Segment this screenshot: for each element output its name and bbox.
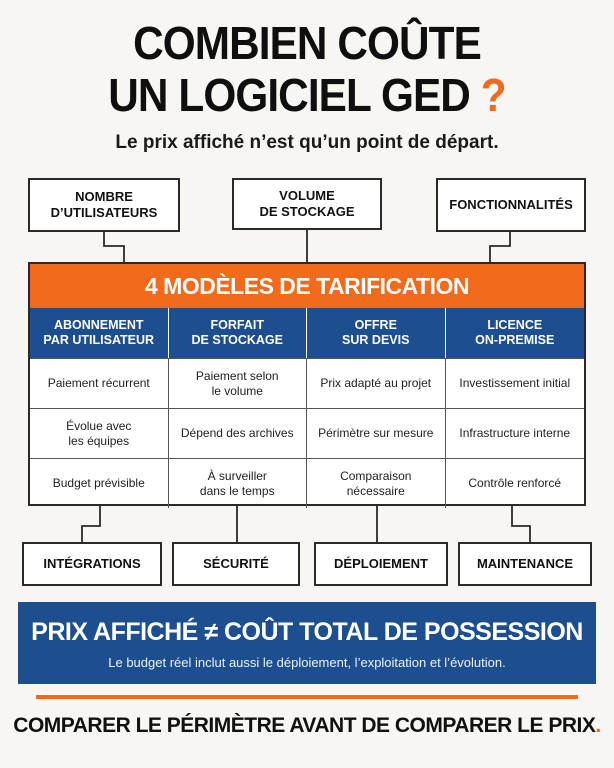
- pricing-header: 4 MODÈLES DE TARIFICATION: [30, 264, 584, 308]
- pricing-models-table: [28, 262, 586, 506]
- factor-box-integrations: [22, 542, 162, 586]
- connector-integrations: [82, 506, 100, 542]
- factor-box-storage: [232, 178, 382, 230]
- question-mark: ?: [480, 69, 506, 121]
- factor-label-users: NOMBRE D’UTILISATEURS: [50, 189, 158, 220]
- connector-users: [104, 232, 124, 262]
- model-head-storage-plan: FORFAIT DE STOCKAGE: [169, 308, 308, 358]
- factor-label-deployment: DÉPLOIEMENT: [334, 556, 428, 571]
- models-grid: [30, 308, 584, 508]
- factor-box-features: [436, 178, 586, 232]
- banner-subtitle: Le budget réel inclut aussi le déploiement, l’exploitation et l’évolution.: [108, 655, 506, 670]
- footer-text: COMPARER LE PÉRIMÈTRE AVANT DE COMPARER LE PRIX: [13, 714, 596, 737]
- model-cell: Budget prévisible: [30, 458, 169, 508]
- model-cell: Dépend des archives: [169, 408, 308, 458]
- tco-banner: [18, 602, 596, 684]
- model-cell: Évolue avec les équipes: [30, 408, 169, 458]
- model-cell: Comparaison nécessaire: [307, 458, 446, 508]
- factor-label-security: SÉCURITÉ: [203, 556, 269, 571]
- model-cell: Paiement récurrent: [30, 358, 169, 408]
- model-cell: À surveiller dans le temps: [169, 458, 308, 508]
- model-head-license: LICENCE ON-PREMISE: [446, 308, 585, 358]
- factor-label-storage: VOLUME DE STOCKAGE: [259, 188, 355, 219]
- factor-box-maintenance: [458, 542, 592, 586]
- page-subtitle: Le prix affiché n’est qu’un point de départ.: [115, 132, 499, 153]
- factor-label-features: FONCTIONNALITÉS: [449, 197, 573, 212]
- factor-box-users: [28, 178, 180, 232]
- model-cell: Paiement selon le volume: [169, 358, 308, 408]
- model-cell: Prix adapté au projet: [307, 358, 446, 408]
- connector-maintenance: [512, 506, 530, 542]
- connector-features: [490, 232, 510, 262]
- model-cell: Infrastructure interne: [446, 408, 585, 458]
- footer-message: [0, 714, 614, 738]
- factor-box-security: [172, 542, 300, 586]
- model-cell: Investissement initial: [446, 358, 585, 408]
- page-title-line1: COMBIEN COÛTE: [133, 17, 481, 69]
- model-head-quote: OFFRE SUR DEVIS: [307, 308, 446, 358]
- factor-box-deployment: [314, 542, 448, 586]
- factor-label-maintenance: MAINTENANCE: [476, 556, 574, 571]
- model-cell: Contrôle renforcé: [446, 458, 585, 508]
- factor-label-integrations: INTÉGRATIONS: [43, 556, 141, 571]
- model-cell: Périmètre sur mesure: [307, 408, 446, 458]
- page-title-line2-text: UN LOGICIEL GED: [108, 69, 470, 121]
- footer-dot: .: [595, 714, 601, 737]
- banner-title: PRIX AFFICHÉ ≠ COÛT TOTAL DE POSSESSION: [31, 618, 583, 646]
- orange-divider: [36, 695, 578, 699]
- model-head-subscription: ABONNEMENT PAR UTILISATEUR: [30, 308, 169, 358]
